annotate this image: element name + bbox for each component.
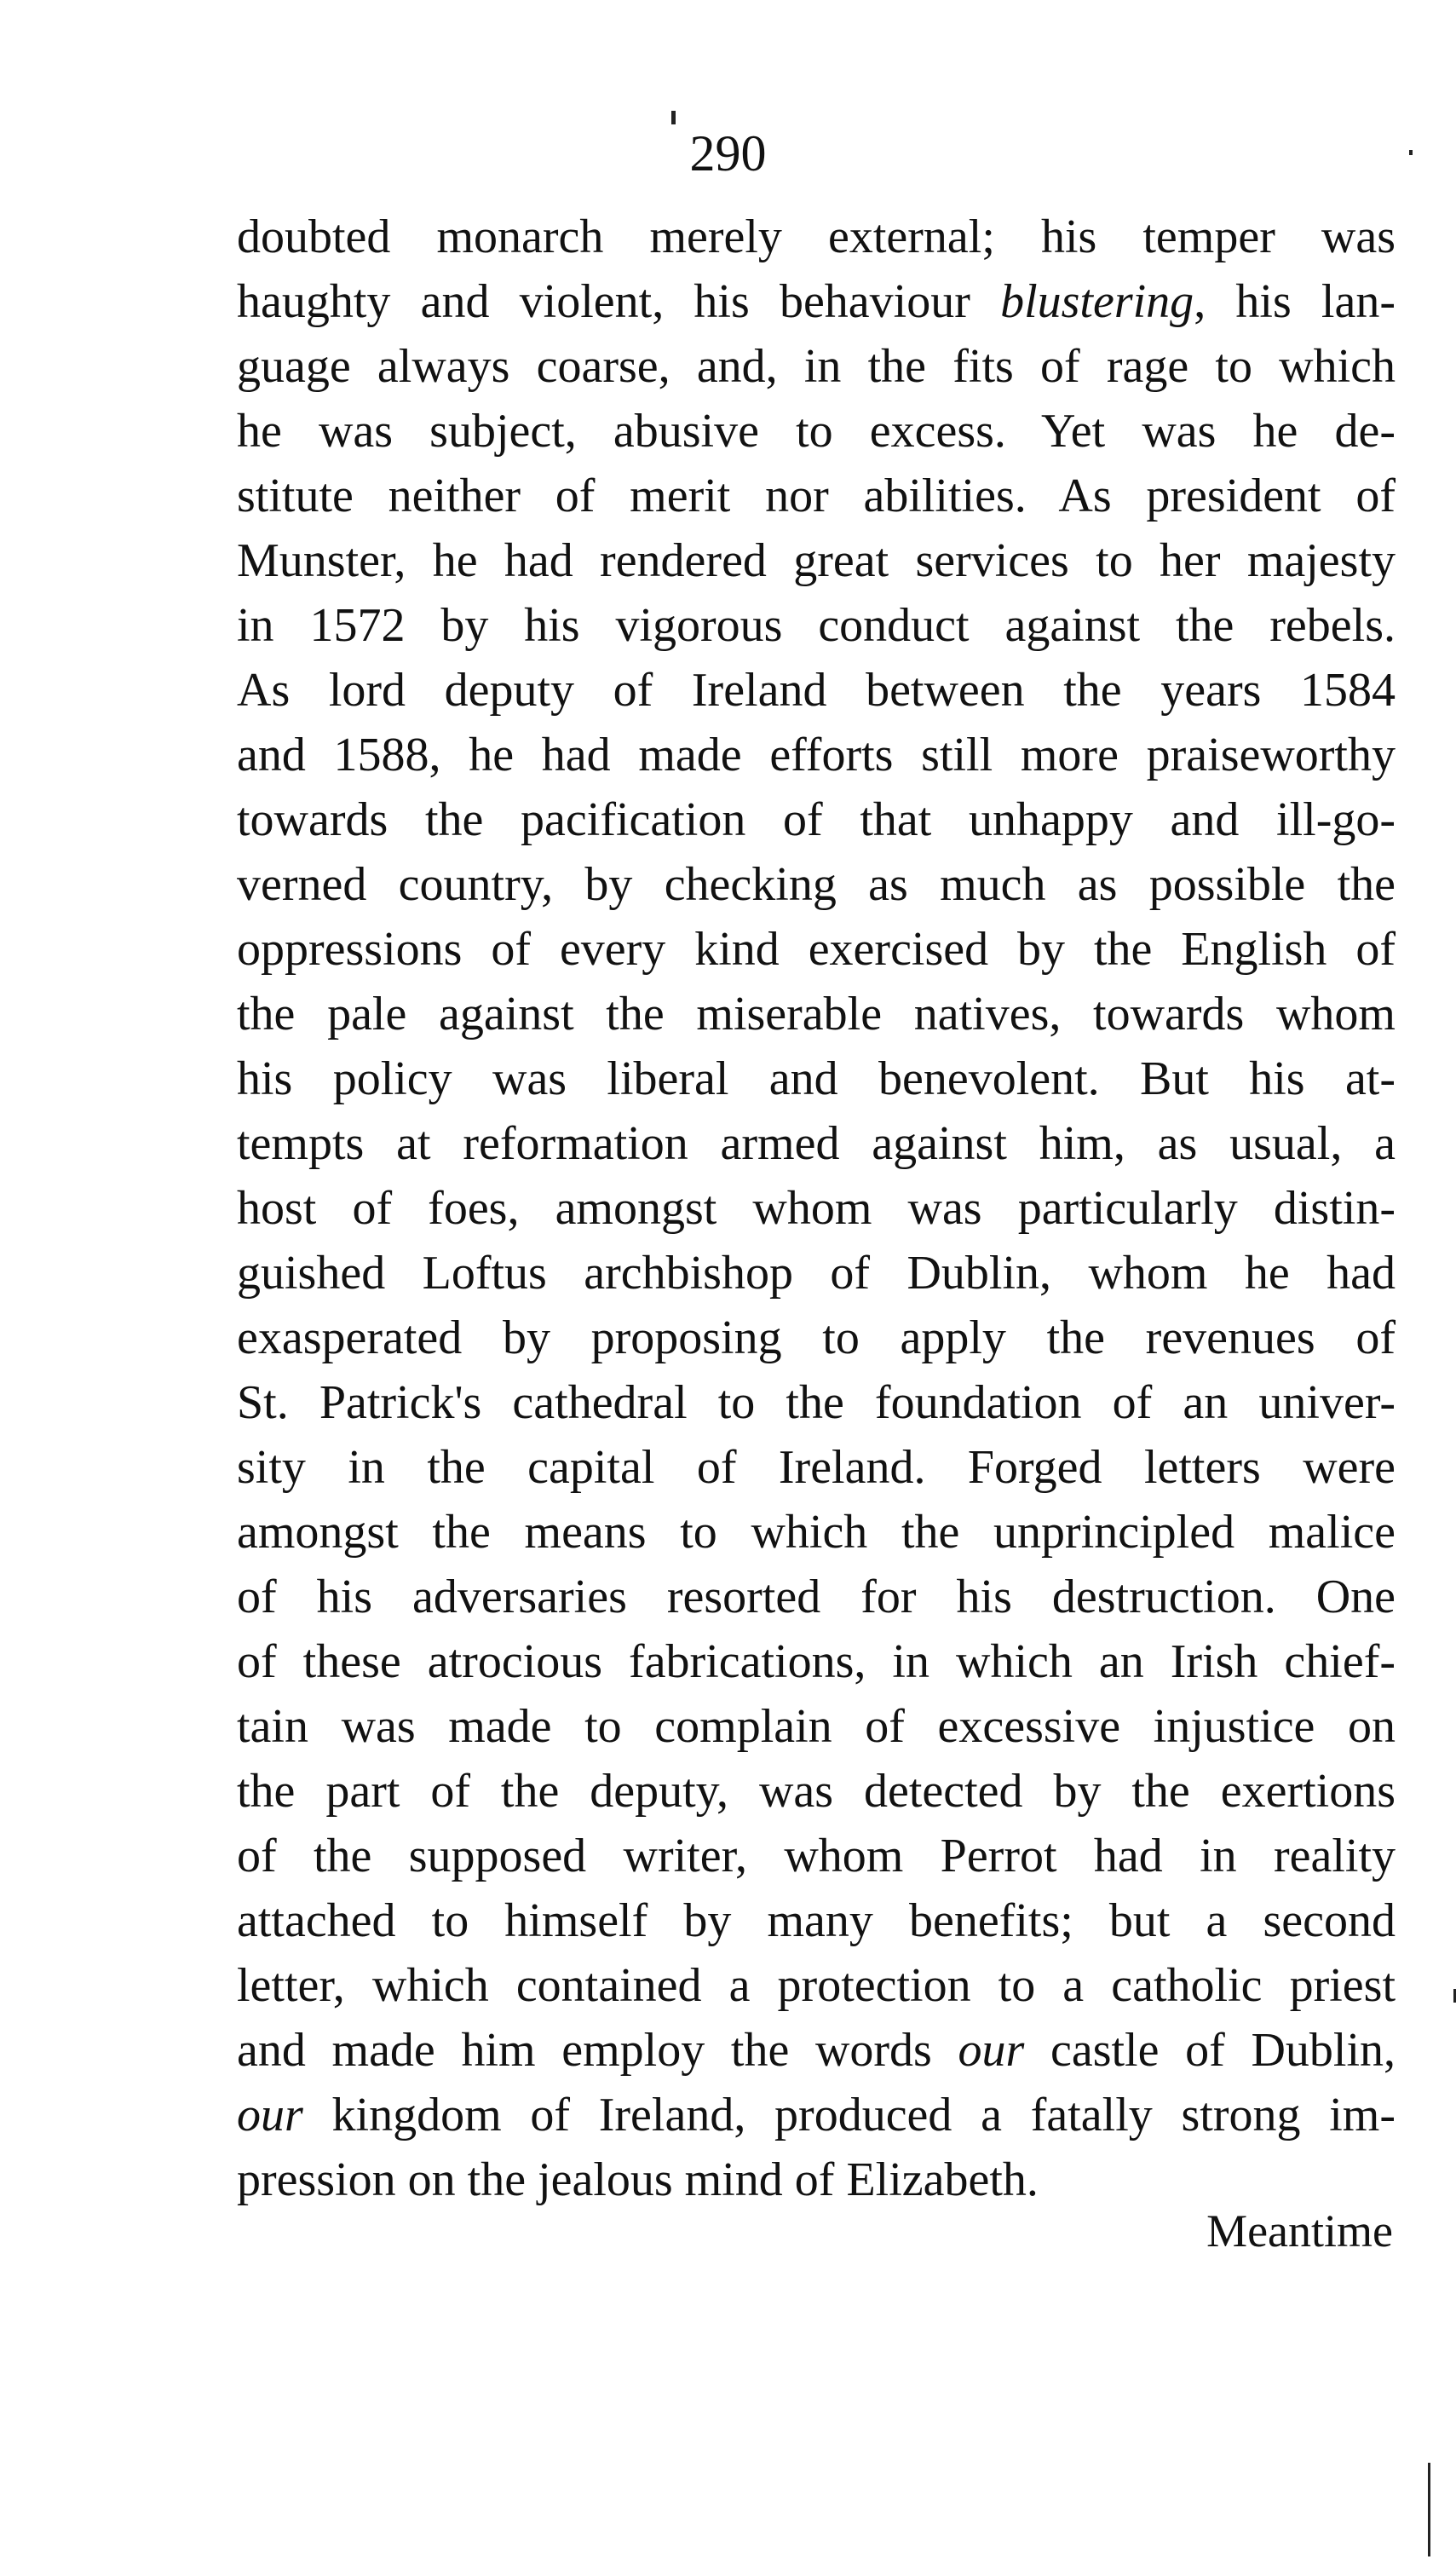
text-line: tain was made to complain of excessive injustice on: [237, 1700, 1396, 1753]
text-line: host of foes, amongst whom was particularly distin-: [237, 1182, 1396, 1235]
text-line: guished Loftus archbishop of Dublin, whom he had: [237, 1247, 1396, 1300]
catchword: Meantime: [1206, 2205, 1393, 2257]
text-line: As lord deputy of Ireland between the years 1584: [237, 664, 1396, 717]
text-line: the pale against the miserable natives, towards whom: [237, 988, 1396, 1040]
text-line: of his adversaries resorted for his destruction. One: [237, 1571, 1396, 1623]
text-line: of the supposed writer, whom Perrot had in reality: [237, 1830, 1396, 1882]
text-line: tempts at reformation armed against him, as usual, a: [237, 1117, 1396, 1170]
text-line: St. Patrick's cathedral to the foundation of an univer-: [237, 1376, 1396, 1429]
text-line: pression on the jealous mind of Elizabeth.: [237, 2153, 1039, 2206]
text-line: the part of the deputy, was detected by the exertions: [237, 1765, 1396, 1818]
text-line: and made him employ the words our castle of Dublin,: [237, 2024, 1396, 2077]
text-line: sity in the capital of Ireland. Forged letters were: [237, 1441, 1396, 1494]
text-line: amongst the means to which the unprincipled malice: [237, 1506, 1396, 1559]
text-line: our kingdom of Ireland, produced a fatally strong im-: [237, 2089, 1396, 2141]
text-line: guage always coarse, and, in the fits of rage to which: [237, 340, 1396, 393]
text-line: stitute neither of merit nor abilities. As president of: [237, 470, 1396, 522]
page-number: 290: [689, 125, 767, 182]
text-line: Munster, he had rendered great services to her majesty: [237, 534, 1396, 587]
ink-mark: [671, 111, 676, 124]
body-text: [237, 205, 1396, 2212]
text-line: of these atrocious fabrications, in which an Irish chief-: [237, 1635, 1396, 1688]
text-line: letter, which contained a protection to a catholic priest: [237, 1959, 1396, 2012]
italic-text: blustering: [1000, 275, 1194, 328]
italic-text: our: [958, 2024, 1025, 2077]
text-line: verned country, by checking as much as possible the: [237, 858, 1396, 911]
text-line: and 1588, he had made efforts still more praiseworthy: [237, 729, 1396, 781]
text-line: in 1572 by his vigorous conduct against the rebels.: [237, 599, 1396, 652]
text-line: oppressions of every kind exercised by the English of: [237, 923, 1396, 976]
text-line: attached to himself by many benefits; but a second: [237, 1894, 1396, 1947]
text-line: haughty and violent, his behaviour blustering, his lan-: [237, 275, 1396, 328]
text-line: towards the pacification of that unhappy and ill-go-: [237, 793, 1396, 846]
text-line: exasperated by proposing to apply the revenues of: [237, 1311, 1396, 1364]
text-line: his policy was liberal and benevolent. But his at-: [237, 1052, 1396, 1105]
text-line: doubted monarch merely external; his temper was: [237, 210, 1396, 263]
ink-mark: [1428, 2463, 1430, 2556]
text-line: he was subject, abusive to excess. Yet was he de-: [237, 405, 1396, 458]
ink-mark: [1409, 150, 1413, 155]
italic-text: our: [237, 2089, 303, 2141]
